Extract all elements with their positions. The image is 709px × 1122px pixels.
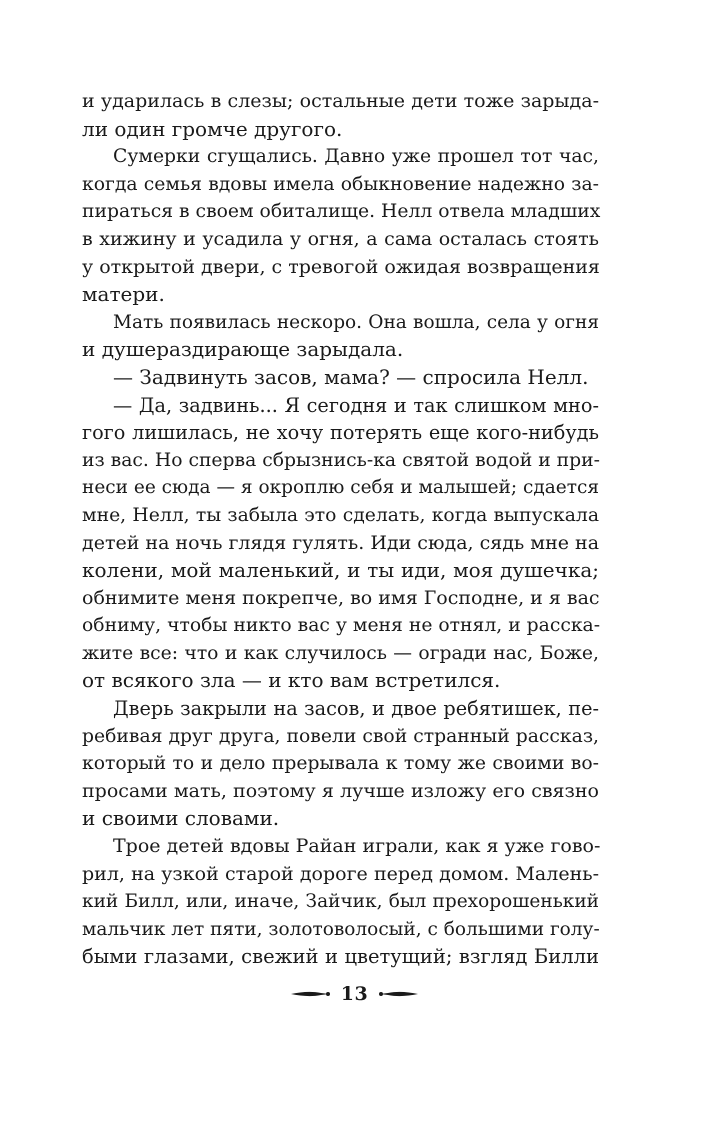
paragraph (82, 833, 599, 971)
text-line: — Да, задвинь... Я сегодня и так слишком мно- (113, 393, 599, 417)
text-line: из вас. Но сперва сбрызнись-ка святой водой и при- (82, 449, 600, 471)
text-line: Мать появилась нескоро. Она вошла, села у огня (113, 311, 599, 333)
text-line: и ударилась в слезы; остальные дети тоже зарыда- (82, 90, 599, 112)
ornament-left-icon (291, 989, 331, 999)
text-line: и душераздирающе зарыдала. (82, 337, 404, 362)
text-line: детей на ночь глядя гулять. Иди сюда, сядь мне на (82, 531, 600, 554)
text-line: гого лишилась, не хочу потерять еще кого-нибудь (82, 421, 599, 445)
text-line: быми глазами, свежий и цветущий; взгляд Билли (82, 945, 599, 969)
text-line: когда семья вдовы имела обыкновение надежно за- (82, 173, 599, 195)
text-line: мальчик лет пяти, золотоволосый, с большими голу- (82, 918, 600, 940)
text-line: ли один громче другого. (82, 116, 343, 141)
text-line: Сумерки сгущались. Давно уже прошел тот час, (113, 146, 599, 168)
text-line: рил, на узкой старой дороге перед домом. Малень- (82, 862, 599, 885)
text-line: кий Билл, или, иначе, Зайчик, был прехорошенький (82, 891, 599, 913)
text-line: в хижину и усадила у огня, а сама осталась стоять (82, 227, 599, 250)
paragraph (82, 364, 599, 392)
text-line: неси ее сюда — я окроплю себя и малышей; сдается (82, 477, 599, 499)
text-line: обниму, чтобы никто вас у меня не отнял, и расска- (82, 615, 601, 637)
ornament-right-icon (378, 989, 418, 999)
paragraph (82, 695, 599, 833)
text-line: Дверь закрыли на засов, и двое ребятишек, пе- (113, 697, 599, 721)
text-line: который то и дело прерывала к тому же своими во- (82, 753, 599, 775)
text-line: просами мать, поэтому я лучше изложу его связно (82, 779, 599, 802)
text-line: жите все: что и как случилось — огради нас, Боже, (82, 642, 599, 664)
page-footer (0, 983, 709, 1005)
paragraph (82, 143, 599, 309)
text-line: пираться в своем обиталище. Нелл отвела младших (82, 201, 601, 223)
text-line: от всякого зла — и кто вам встретился. (82, 668, 501, 693)
book-page-text (82, 88, 599, 971)
text-line: обнимите меня покрепче, во имя Господне, и я вас (82, 586, 600, 609)
paragraph (82, 88, 599, 143)
text-line: мне, Нелл, ты забыла это сделать, когда выпускала (82, 504, 599, 526)
text-line: Трое детей вдовы Райан играли, как я уже гово- (113, 835, 601, 858)
paragraph (82, 309, 599, 364)
text-line: ребивая друг друга, повели свой странный рассказ, (82, 725, 599, 747)
text-line: и своими словами. (82, 806, 280, 831)
text-line: матери. (82, 282, 165, 307)
text-line: у открытой двери, с тревогой ожидая возвращения (82, 255, 600, 278)
page-number: 13 (340, 983, 369, 1005)
text-line: — Задвинуть засов, мама? — спросила Нелл. (113, 364, 589, 389)
text-line: колени, мой маленький, и ты иди, моя душечка; (82, 558, 599, 583)
paragraph (82, 392, 599, 696)
